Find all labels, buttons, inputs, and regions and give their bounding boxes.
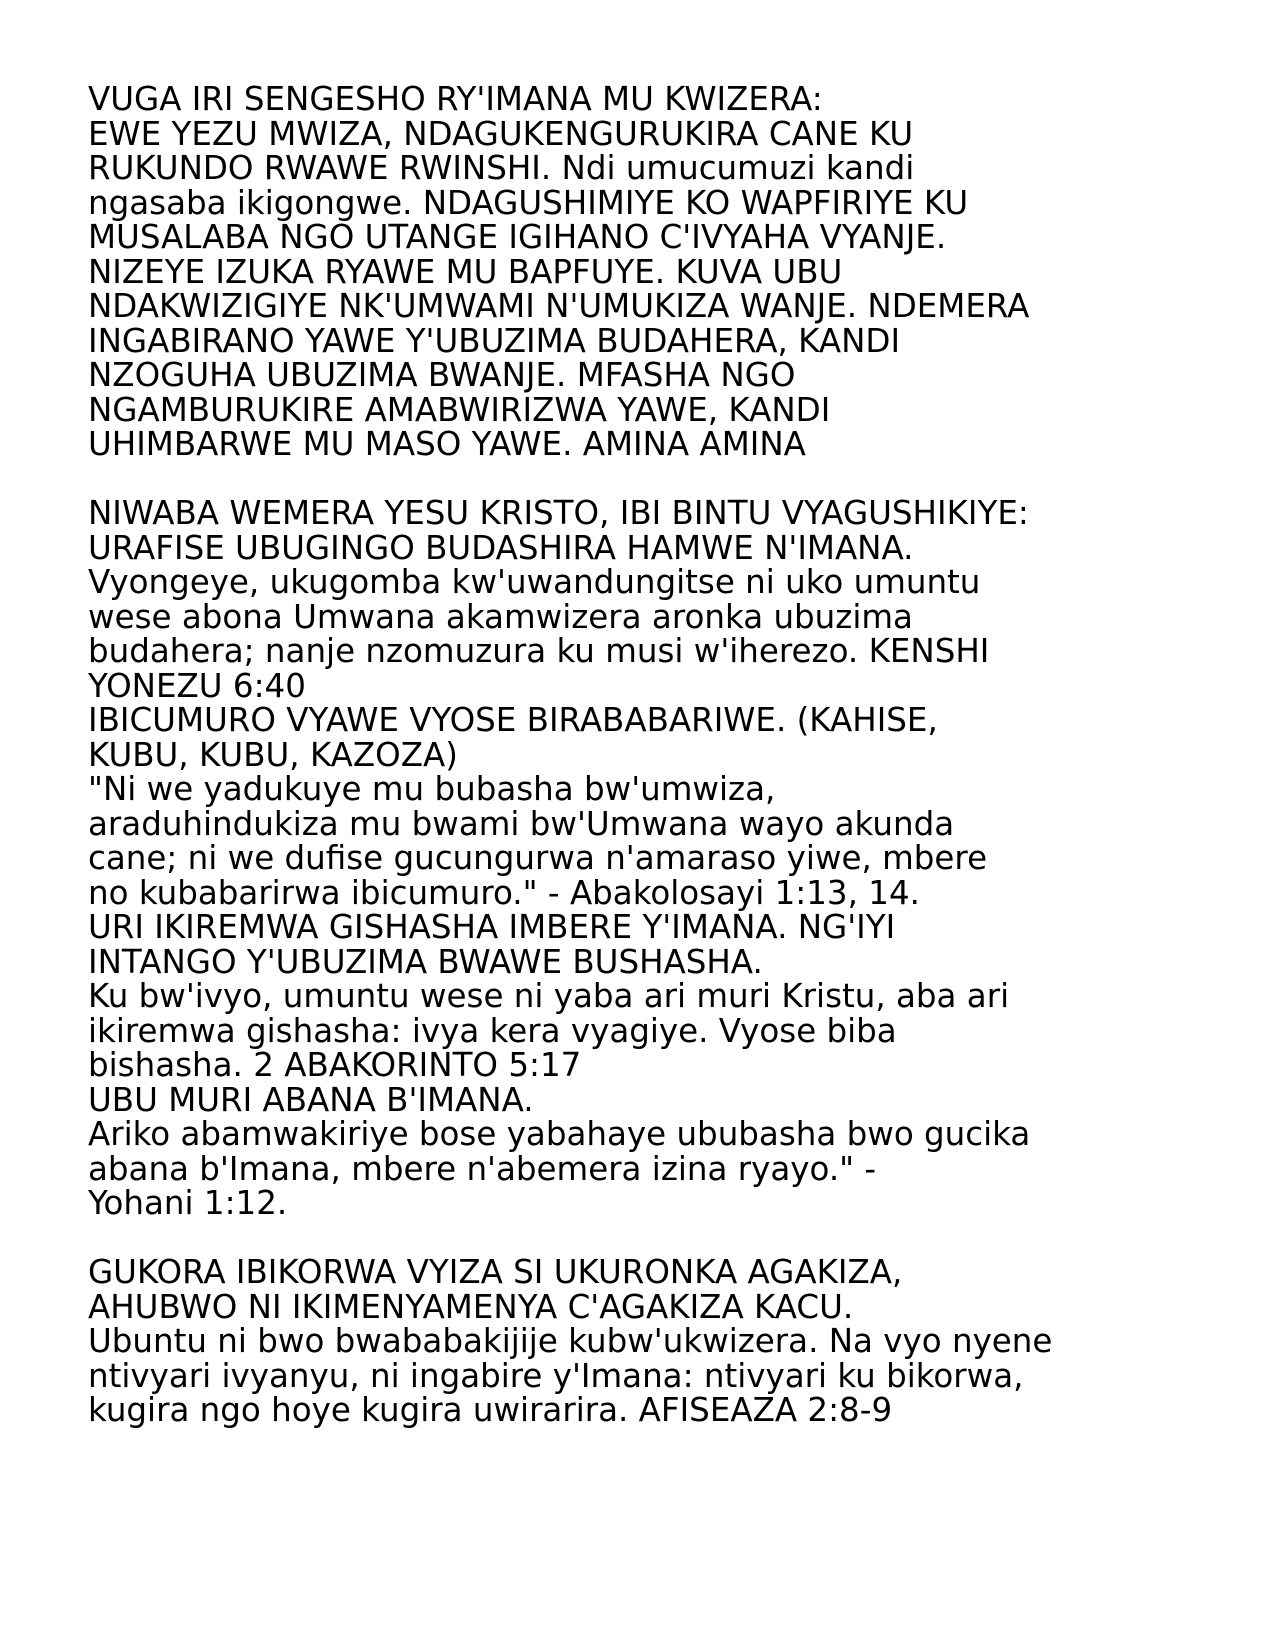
blessing-line: YONEZU 6:40 [88,666,306,705]
prayer-line: UHIMBARWE MU MASO YAWE. AMINA AMINA [88,425,806,463]
prayer-heading: VUGA IRI SENGESHO RY'IMANA MU KWIZERA: [88,80,823,118]
blessing-line: araduhindukiza mu bwami bw'Umwana wayo akunda [88,804,955,843]
blessing-line: wese abona Umwana akamwizera aronka ubuzima [88,597,913,636]
prayer-line: RUKUNDO RWAWE RWINSHI. Ndi umucumuzi kandi [88,149,915,187]
prayer-line: ngasaba ikigongwe. NDAGUSHIMIYE KO WAPFIRIYE KU [88,183,969,222]
blessings-heading: NIWABA WEMERA YESU KRISTO, IBI BINTU VYAGUSHIKIYE: [88,494,1029,532]
works-section [88,1255,1218,1428]
blessing-line: abana b'Imana, mbere n'abemera izina ryayo." - [88,1149,877,1188]
works-line: ntivyari ivyanyu, ni ingabire y'Imana: ntivyari ku bikorwa, [88,1356,1024,1395]
blessing-line: UBU MURI ABANA B'IMANA. [88,1080,534,1119]
blessing-line: no kubabarirwa ibicumuro." - Abakolosayi 1:13, 14. [88,873,920,912]
blessing-line: IBICUMURO VYAWE VYOSE BIRABABARIWE. (KAHISE, [88,701,938,739]
prayer-line: EWE YEZU MWIZA, NDAGUKENGURUKIRA CANE KU [88,114,914,153]
works-line: Ubuntu ni bwo bwababakijije kubw'ukwizera. Na vyo nyene [88,1322,1053,1360]
blessing-line: cane; ni we dufise gucungurwa n'amaraso yiwe, mbere [88,839,988,877]
prayer-section [88,82,1218,462]
works-line: AHUBWO NI IKIMENYAMENYA C'AGAKIZA KACU. [88,1287,854,1326]
blessing-line: budahera; nanje nzomuzura ku musi w'iherezo. KENSHI [88,632,990,670]
blessing-line: ikiremwa gishasha: ivya kera vyagiye. Vyose biba [88,1011,897,1050]
prayer-line: NGAMBURUKIRE AMABWIRIZWA YAWE, KANDI [88,390,831,429]
prayer-line: MUSALABA NGO UTANGE IGIHANO C'IVYAHA VYANJE. [88,218,947,256]
blessing-line: INTANGO Y'UBUZIMA BWAWE BUSHASHA. [88,942,763,981]
works-heading: GUKORA IBIKORWA VYIZA SI UKURONKA AGAKIZA, [88,1253,903,1291]
blessing-line: bishasha. 2 ABAKORINTO 5:17 [88,1046,582,1084]
blessing-line: KUBU, KUBU, KAZOZA) [88,735,458,774]
paragraph-gap [88,462,1218,497]
works-line: kugira ngo hoye kugira uwirarira. AFISEAZA 2:8-9 [88,1391,893,1429]
prayer-line: NDAKWIZIGIYE NK'UMWAMI N'UMUKIZA WANJE. NDEMERA [88,287,1030,325]
prayer-line: NIZEYE IZUKA RYAWE MU BAPFUYE. KUVA UBU [88,252,843,291]
blessing-line: "Ni we yadukuye mu bubasha bw'umwiza, [88,770,776,808]
blessing-line: URAFISE UBUGINGO BUDASHIRA HAMWE N'IMANA. [88,528,914,567]
blessing-line: Ku bw'ivyo, umuntu wese ni yaba ari muri Kristu, aba ari [88,977,1010,1015]
blessing-line: Yohani 1:12. [88,1184,288,1222]
paragraph-gap [88,1221,1218,1256]
blessing-line: Ariko abamwakiriye bose yabahaye ububasha bwo gucika [88,1115,1031,1153]
blessings-section [88,496,1218,1221]
blessing-line: URI IKIREMWA GISHASHA IMBERE Y'IMANA. NG'IYI [88,908,896,946]
prayer-line: INGABIRANO YAWE Y'UBUZIMA BUDAHERA, KANDI [88,321,901,360]
prayer-line: NZOGUHA UBUZIMA BWANJE. MFASHA NGO [88,356,796,394]
blessing-line: Vyongeye, ukugomba kw'uwandungitse ni uko umuntu [88,563,981,601]
document-page [88,82,1218,1428]
